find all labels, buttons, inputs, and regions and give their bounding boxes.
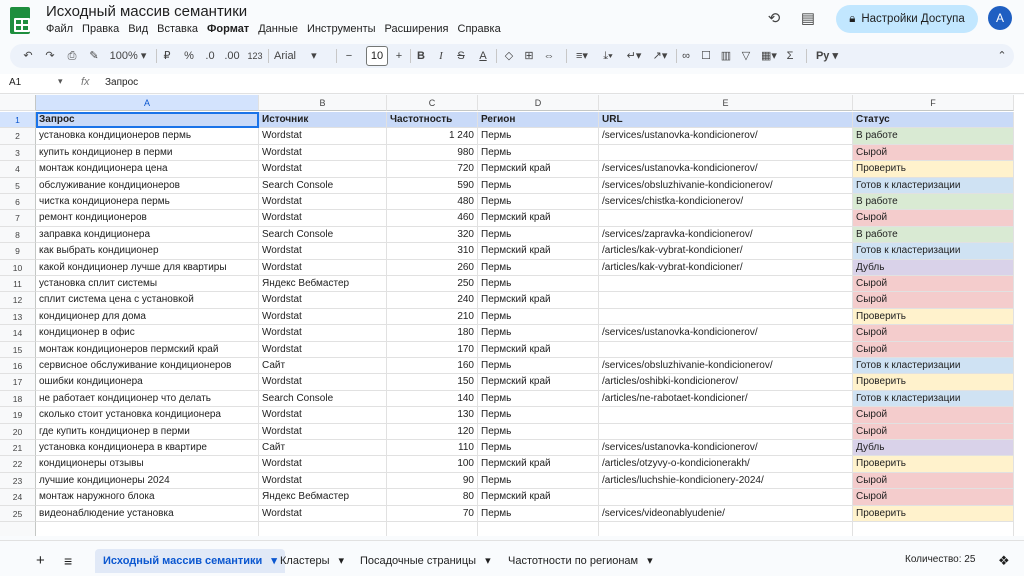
table-cell[interactable]: Search Console (259, 178, 387, 194)
name-box[interactable]: A1 (9, 77, 22, 88)
divider (676, 49, 677, 63)
sheet-tab-label: Частотности по регионам (508, 555, 639, 567)
table-cell[interactable]: Wordstat (259, 243, 387, 259)
chevron-down-icon[interactable]: ▾ (482, 555, 491, 567)
status-cell[interactable]: Готов к кластеризации (853, 358, 1014, 374)
status-cell[interactable]: Проверить (853, 506, 1014, 522)
currency-format-icon[interactable]: ₽ (163, 50, 171, 62)
row-header[interactable]: 15 (0, 342, 36, 358)
table-cell[interactable]: 480 (387, 194, 478, 210)
row-header[interactable]: 1 (0, 112, 36, 128)
status-cell[interactable]: Сырой (853, 210, 1014, 226)
fx-icon: fx (81, 76, 90, 88)
column-header-e[interactable]: E (599, 95, 853, 111)
table-cell[interactable]: /services/zapravka-kondicionerov/ (599, 227, 853, 243)
zoom-select[interactable]: 100% ▾ (109, 50, 147, 62)
table-cell[interactable]: 320 (387, 227, 478, 243)
row-header[interactable]: 22 (0, 456, 36, 472)
undo-icon[interactable]: ↶ (23, 50, 33, 62)
status-cell[interactable]: Готов к кластеризации (853, 178, 1014, 194)
increase-decimals-button[interactable]: .00 (224, 50, 240, 62)
table-cell[interactable]: 130 (387, 407, 478, 423)
row-header[interactable]: 2 (0, 128, 36, 144)
formula-bar (0, 74, 1024, 94)
chevron-down-icon[interactable]: ▾ (335, 555, 345, 567)
table-cell[interactable]: заправка кондиционера (36, 227, 259, 243)
menu-item[interactable]: Инструменты (306, 23, 376, 35)
header-cell[interactable]: Регион (478, 112, 599, 128)
spreadsheet-grid[interactable] (0, 95, 1024, 536)
row-header[interactable]: 5 (0, 178, 36, 194)
table-cell[interactable]: Пермь (478, 194, 599, 210)
row-header[interactable]: 25 (0, 506, 36, 522)
column-header-f[interactable]: F (853, 95, 1014, 111)
table-cell[interactable]: Яндекс Вебмастер (259, 276, 387, 292)
table-cell[interactable]: установка кондиционеров пермь (36, 128, 259, 144)
sheet-tab[interactable] (272, 549, 352, 573)
menu-item[interactable]: Вставка (157, 23, 199, 35)
table-cell[interactable]: Wordstat (259, 128, 387, 144)
insert-comment-icon[interactable]: ☐ (701, 50, 711, 62)
formula-input[interactable]: Запрос (105, 77, 139, 88)
horizontal-align-icon[interactable]: ≡▾ (576, 50, 588, 62)
table-cell[interactable]: сколько стоит установка кондиционера (36, 407, 259, 423)
header-cell[interactable]: Статус (853, 112, 1014, 128)
table-cell[interactable]: /articles/kak-vybrat-kondicioner/ (599, 243, 853, 259)
status-cell[interactable]: Проверить (853, 309, 1014, 325)
fill-color-icon[interactable]: ◇ (504, 50, 514, 62)
status-cell[interactable]: Сырой (853, 473, 1014, 489)
table-cell[interactable]: Пермь (478, 473, 599, 489)
toolbar (10, 44, 1014, 68)
table-cell[interactable]: кондиционер в офис (36, 325, 259, 341)
row-header[interactable]: 16 (0, 358, 36, 374)
table-cell[interactable]: 1 240 (387, 128, 478, 144)
table-cell[interactable]: не работает кондиционер что делать (36, 391, 259, 407)
table-cell[interactable]: Пермский край (478, 342, 599, 358)
top-bar (0, 0, 1024, 42)
sheet-tab[interactable] (95, 549, 285, 573)
table-cell[interactable]: 590 (387, 178, 478, 194)
chevron-down-icon[interactable]: ▾ (644, 555, 653, 567)
row-header[interactable]: 3 (0, 145, 36, 161)
all-sheets-icon[interactable]: ≡ (64, 553, 73, 569)
table-cell[interactable]: 460 (387, 210, 478, 226)
table-cell[interactable]: Пермь (478, 178, 599, 194)
comments-icon[interactable]: ▤ (800, 10, 816, 27)
menu-item[interactable]: Данные (258, 23, 298, 35)
table-cell[interactable]: 120 (387, 424, 478, 440)
decrease-decimals-button[interactable]: .0 (205, 50, 215, 62)
text-wrap-icon[interactable]: ↵▾ (626, 50, 642, 62)
table-cell[interactable] (599, 276, 853, 292)
avatar[interactable]: A (988, 6, 1012, 30)
table-cell[interactable]: Wordstat (259, 309, 387, 325)
status-count: Количество: 25 (905, 554, 976, 565)
table-cell[interactable]: Пермский край (478, 243, 599, 259)
status-cell[interactable]: Готов к кластеризации (853, 243, 1014, 259)
italic-icon[interactable]: I (439, 50, 443, 62)
divider (156, 49, 157, 63)
table-cell[interactable]: /services/obsluzhivanie-kondicionerov/ (599, 358, 853, 374)
table-cell[interactable]: обслуживание кондиционеров (36, 178, 259, 194)
table-cell[interactable]: 170 (387, 342, 478, 358)
row-header[interactable]: 7 (0, 210, 36, 226)
column-header-c[interactable]: C (387, 95, 478, 111)
table-cell[interactable]: Пермь (478, 260, 599, 276)
row-header[interactable]: 12 (0, 292, 36, 308)
table-cell[interactable] (599, 292, 853, 308)
table-cell[interactable] (599, 145, 853, 161)
status-cell[interactable]: В работе (853, 227, 1014, 243)
row-header[interactable]: 9 (0, 243, 36, 259)
row-header[interactable]: 4 (0, 161, 36, 177)
table-cell[interactable] (387, 522, 478, 536)
paint-format-icon[interactable]: ✎ (89, 50, 99, 62)
table-cell[interactable]: Wordstat (259, 424, 387, 440)
status-cell[interactable]: Проверить (853, 161, 1014, 177)
table-cell[interactable]: Пермский край (478, 489, 599, 505)
sheet-tab-label: Посадочные страницы (360, 555, 477, 567)
font-family-select[interactable]: Arial ▾ (274, 50, 317, 62)
table-cell[interactable]: 720 (387, 161, 478, 177)
header-cell[interactable]: Источник (259, 112, 387, 128)
menu-item[interactable]: Правка (82, 23, 120, 35)
status-cell[interactable]: В работе (853, 194, 1014, 210)
table-cell[interactable]: 160 (387, 358, 478, 374)
borders-icon[interactable]: ⊞ (524, 50, 534, 62)
table-cell[interactable]: Пермь (478, 227, 599, 243)
table-cell[interactable]: Wordstat (259, 506, 387, 522)
table-cell[interactable]: Wordstat (259, 374, 387, 390)
share-button[interactable] (836, 5, 978, 33)
row-header[interactable]: 6 (0, 194, 36, 210)
status-cell[interactable]: Сырой (853, 424, 1014, 440)
table-cell[interactable]: Пермский край (478, 210, 599, 226)
table-cell[interactable]: /services/ustanovka-kondicionerov/ (599, 440, 853, 456)
functions-icon[interactable]: Σ (786, 50, 794, 62)
table-cell[interactable]: Пермь (478, 424, 599, 440)
table-cell[interactable]: /services/ustanovka-kondicionerov/ (599, 128, 853, 144)
table-cell[interactable]: /services/obsluzhivanie-kondicionerov/ (599, 178, 853, 194)
table-cell[interactable]: Search Console (259, 391, 387, 407)
add-sheet-icon[interactable]: + (36, 552, 45, 569)
status-cell[interactable]: Проверить (853, 374, 1014, 390)
table-cell[interactable]: /services/videonablyudenie/ (599, 506, 853, 522)
sheet-tab-label: Кластеры (280, 555, 330, 567)
sheet-tab[interactable] (500, 549, 661, 573)
sheets-logo-icon[interactable] (10, 7, 30, 34)
divider (268, 49, 269, 63)
table-cell[interactable]: /articles/luchshie-kondicionery-2024/ (599, 473, 853, 489)
table-cell[interactable]: /articles/oshibki-kondicionerov/ (599, 374, 853, 390)
table-cell[interactable]: монтаж кондиционеров пермский край (36, 342, 259, 358)
status-cell[interactable]: Дубль (853, 260, 1014, 276)
table-cell[interactable]: 90 (387, 473, 478, 489)
divider (806, 49, 807, 63)
table-cell[interactable]: Сайт (259, 440, 387, 456)
bold-icon[interactable]: B (417, 50, 425, 62)
header-cell[interactable]: Частотность (387, 112, 478, 128)
table-cell[interactable]: видеонаблюдение установка (36, 506, 259, 522)
status-cell[interactable]: Проверить (853, 456, 1014, 472)
table-cell[interactable]: Search Console (259, 227, 387, 243)
table-cell[interactable]: Пермь (478, 358, 599, 374)
column-header-d[interactable]: D (478, 95, 599, 111)
font-size-input[interactable]: 10 (366, 46, 388, 66)
menu-item[interactable]: Справка (457, 23, 501, 35)
row-header[interactable]: 20 (0, 424, 36, 440)
table-cell[interactable] (478, 522, 599, 536)
divider (410, 49, 411, 63)
chevron-down-icon[interactable]: ▾ (58, 76, 63, 86)
filter-views-icon[interactable]: ▦▾ (761, 50, 777, 62)
print-icon[interactable]: ⎙ (67, 50, 77, 62)
table-cell[interactable]: Wordstat (259, 342, 387, 358)
table-cell[interactable]: Пермский край (478, 374, 599, 390)
filter-icon[interactable]: ▽ (741, 50, 751, 62)
status-cell[interactable]: Сырой (853, 276, 1014, 292)
status-cell[interactable]: Сырой (853, 325, 1014, 341)
table-cell[interactable]: лучшие кондиционеры 2024 (36, 473, 259, 489)
row-header[interactable]: 23 (0, 473, 36, 489)
divider (496, 49, 497, 63)
table-cell[interactable]: Пермь (478, 128, 599, 144)
row-header[interactable] (0, 522, 36, 536)
chevron-down-icon[interactable]: ▾ (268, 555, 277, 567)
text-color-icon[interactable]: A (479, 50, 487, 62)
table-cell[interactable]: Пермь (478, 276, 599, 292)
table-cell[interactable]: 180 (387, 325, 478, 341)
table-cell[interactable]: Яндекс Вебмастер (259, 489, 387, 505)
table-cell[interactable] (599, 309, 853, 325)
table-cell[interactable]: 70 (387, 506, 478, 522)
table-cell[interactable] (599, 407, 853, 423)
table-cell[interactable]: 240 (387, 292, 478, 308)
table-cell[interactable]: Wordstat (259, 456, 387, 472)
select-all-corner[interactable] (0, 95, 36, 111)
table-cell[interactable] (599, 342, 853, 358)
row-header[interactable]: 18 (0, 391, 36, 407)
lock-icon: 🔒︎ (849, 12, 856, 25)
percent-format-button[interactable]: % (184, 50, 194, 62)
sheet-tab[interactable] (352, 549, 499, 573)
table-cell[interactable]: 100 (387, 456, 478, 472)
table-cell[interactable]: монтаж наружного блока (36, 489, 259, 505)
table-cell[interactable]: /articles/kak-vybrat-kondicioner/ (599, 260, 853, 276)
table-cell[interactable]: Пермский край (478, 161, 599, 177)
menu-item[interactable]: Расширения (384, 23, 449, 35)
table-cell[interactable]: установка сплит системы (36, 276, 259, 292)
status-cell[interactable]: Сырой (853, 342, 1014, 358)
table-cell[interactable]: ошибки кондиционера (36, 374, 259, 390)
explore-icon[interactable]: ❖ (998, 553, 1010, 568)
table-cell[interactable]: Пермь (478, 391, 599, 407)
table-cell[interactable] (36, 522, 259, 536)
divider (336, 49, 337, 63)
table-cell[interactable]: Wordstat (259, 292, 387, 308)
table-cell[interactable]: Пермь (478, 407, 599, 423)
table-cell[interactable]: сплит система цена с установкой (36, 292, 259, 308)
status-cell[interactable]: Готов к кластеризации (853, 391, 1014, 407)
menu-item[interactable]: Вид (128, 23, 149, 35)
row-header[interactable]: 21 (0, 440, 36, 456)
table-cell[interactable] (599, 424, 853, 440)
table-cell[interactable]: ремонт кондиционеров (36, 210, 259, 226)
row-header[interactable]: 17 (0, 374, 36, 390)
table-cell[interactable]: 110 (387, 440, 478, 456)
table-cell[interactable] (599, 522, 853, 536)
row-header[interactable]: 11 (0, 276, 36, 292)
table-cell[interactable]: /articles/ne-rabotaet-kondicioner/ (599, 391, 853, 407)
table-cell[interactable]: Пермь (478, 506, 599, 522)
status-cell[interactable]: Сырой (853, 407, 1014, 423)
status-cell[interactable]: Сырой (853, 489, 1014, 505)
sheet-tab-label: Исходный массив семантики (103, 555, 263, 567)
column-header-b[interactable]: B (259, 95, 387, 111)
table-cell[interactable]: как выбрать кондиционер (36, 243, 259, 259)
table-cell[interactable]: /services/chistka-kondicionerov/ (599, 194, 853, 210)
table-cell[interactable]: 980 (387, 145, 478, 161)
table-cell[interactable]: Wordstat (259, 161, 387, 177)
menu-item[interactable]: Формат (207, 23, 250, 35)
share-button-label: Настройки Доступа (861, 13, 965, 25)
redo-icon[interactable]: ↷ (45, 50, 55, 62)
status-cell[interactable]: Сырой (853, 292, 1014, 308)
history-icon[interactable]: ⟲ (767, 10, 781, 27)
collapse-toolbar-icon[interactable]: ⌃ (997, 50, 1007, 62)
status-cell[interactable]: В работе (853, 128, 1014, 144)
table-cell[interactable]: Сайт (259, 358, 387, 374)
row-header[interactable]: 19 (0, 407, 36, 423)
header-cell[interactable]: Запрос (36, 112, 259, 128)
document-title[interactable]: Исходный массив семантики (46, 3, 248, 20)
table-cell[interactable] (853, 522, 1014, 536)
row-header[interactable]: 10 (0, 260, 36, 276)
insert-chart-icon[interactable]: ▥ (720, 50, 732, 62)
table-cell[interactable]: 80 (387, 489, 478, 505)
sheet-tab-bar (0, 540, 1024, 576)
table-cell[interactable] (599, 210, 853, 226)
table-cell[interactable] (259, 522, 387, 536)
table-cell[interactable]: 210 (387, 309, 478, 325)
table-cell[interactable]: Wordstat (259, 260, 387, 276)
status-cell[interactable]: Дубль (853, 440, 1014, 456)
text-rotation-icon[interactable]: ↗▾ (652, 50, 668, 62)
table-cell[interactable]: кондиционер для дома (36, 309, 259, 325)
number-format-button[interactable]: 123 (247, 51, 263, 61)
table-cell[interactable]: Пермь (478, 309, 599, 325)
table-cell[interactable]: Wordstat (259, 473, 387, 489)
table-cell[interactable]: установка кондиционера в квартире (36, 440, 259, 456)
table-cell[interactable]: 250 (387, 276, 478, 292)
merge-cells-icon[interactable]: ⇔ (543, 50, 555, 62)
table-cell[interactable]: 260 (387, 260, 478, 276)
table-cell[interactable]: /services/ustanovka-kondicionerov/ (599, 325, 853, 341)
table-cell[interactable]: /services/ustanovka-kondicionerov/ (599, 161, 853, 177)
column-header-a[interactable]: A (36, 95, 259, 111)
table-cell[interactable]: Пермь (478, 145, 599, 161)
table-cell[interactable]: Wordstat (259, 325, 387, 341)
table-cell[interactable]: Wordstat (259, 210, 387, 226)
font-size-decrease-icon[interactable]: − (345, 50, 353, 62)
table-cell[interactable]: 150 (387, 374, 478, 390)
table-cell[interactable]: чистка кондиционера пермь (36, 194, 259, 210)
table-cell[interactable]: Wordstat (259, 407, 387, 423)
table-cell[interactable]: какой кондиционер лучше для квартиры (36, 260, 259, 276)
table-cell[interactable]: 310 (387, 243, 478, 259)
table-cell[interactable]: Пермский край (478, 292, 599, 308)
table-cell[interactable]: монтаж кондиционера цена (36, 161, 259, 177)
vertical-align-icon[interactable]: ⤓▾ (603, 50, 613, 62)
row-header[interactable]: 8 (0, 227, 36, 243)
table-cell[interactable]: Пермь (478, 440, 599, 456)
table-cell[interactable]: сервисное обслуживание кондиционеров (36, 358, 259, 374)
menu-item[interactable]: Файл (46, 23, 74, 35)
table-cell[interactable]: Пермь (478, 325, 599, 341)
input-tools-select[interactable]: Ру ▾ (815, 50, 839, 62)
strikethrough-icon[interactable]: S (457, 50, 465, 62)
row-header[interactable]: 14 (0, 325, 36, 341)
table-cell[interactable]: 140 (387, 391, 478, 407)
row-header[interactable]: 24 (0, 489, 36, 505)
font-size-increase-icon[interactable]: + (395, 50, 403, 62)
row-header[interactable]: 13 (0, 309, 36, 325)
status-cell[interactable]: Сырой (853, 145, 1014, 161)
table-cell[interactable]: Wordstat (259, 145, 387, 161)
table-cell[interactable]: /articles/otzyvy-o-kondicionerakh/ (599, 456, 853, 472)
table-cell[interactable]: кондиционеры отзывы (36, 456, 259, 472)
table-cell[interactable] (599, 489, 853, 505)
header-cell[interactable]: URL (599, 112, 853, 128)
table-cell[interactable]: Пермский край (478, 456, 599, 472)
table-cell[interactable]: где купить кондиционер в перми (36, 424, 259, 440)
divider (566, 49, 567, 63)
menu-bar (46, 23, 510, 35)
table-cell[interactable]: Wordstat (259, 194, 387, 210)
insert-link-icon[interactable]: ∞ (682, 50, 690, 62)
table-cell[interactable]: купить кондиционер в перми (36, 145, 259, 161)
